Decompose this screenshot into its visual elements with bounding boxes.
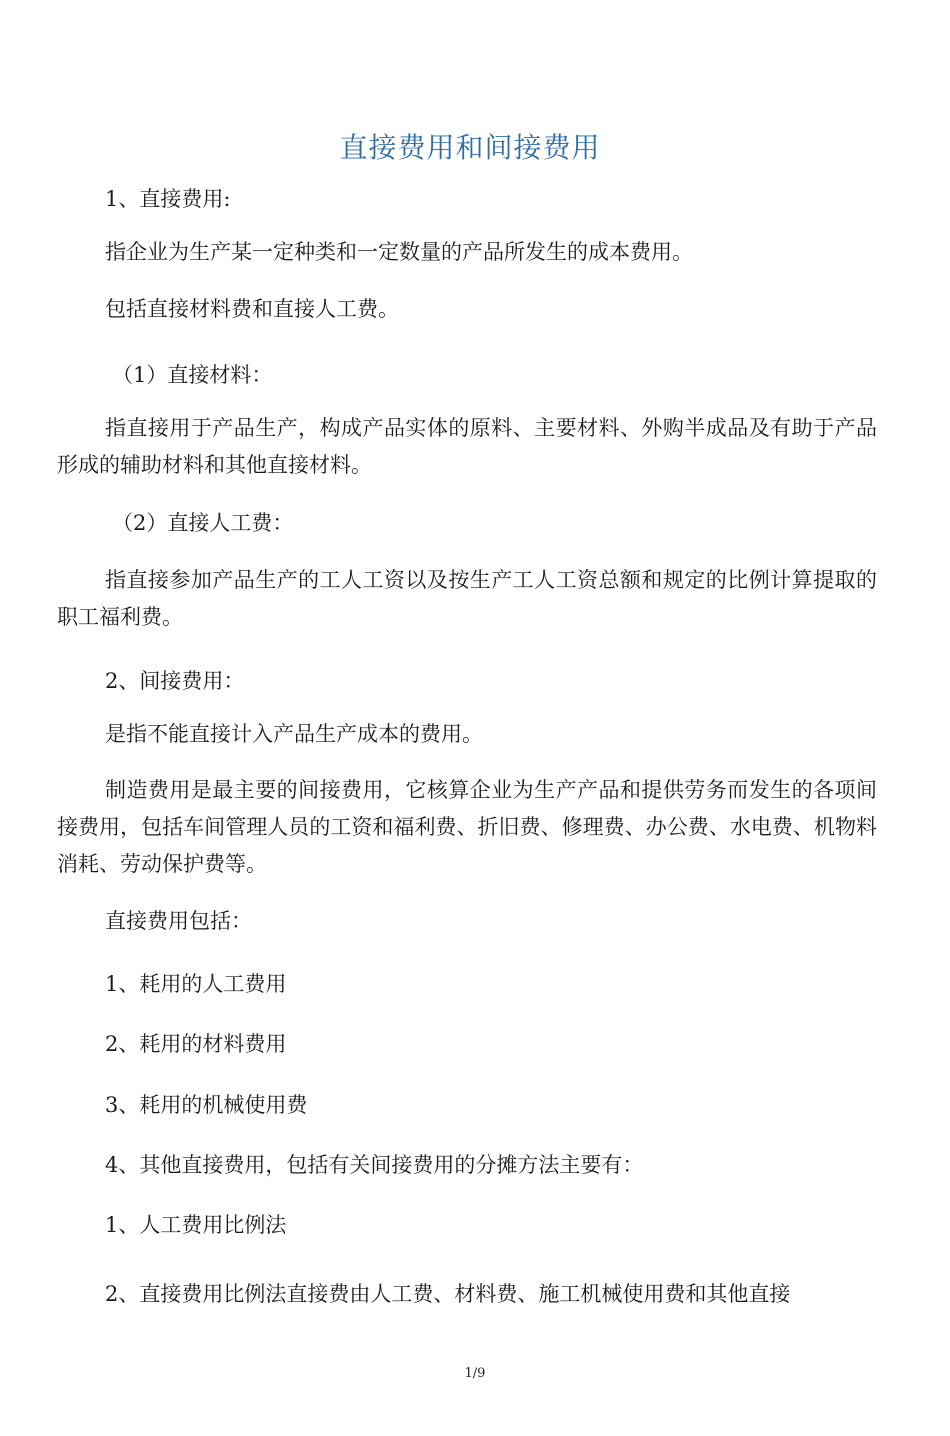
list-item: 3、耗用的机械使用费: [105, 1093, 308, 1117]
paragraph: 直接费用包括：: [105, 909, 252, 933]
list-item: 2、耗用的材料费用: [105, 1032, 287, 1056]
page-title: 直接费用和间接费用: [339, 131, 601, 164]
paragraph: 是指不能直接计入产品生产成本的费用。: [105, 722, 483, 746]
list-item: 1、人工费用比例法: [105, 1213, 287, 1237]
paragraph: 包括直接材料费和直接人工费。: [105, 297, 399, 321]
section-heading-direct-costs: 1、直接费用:: [105, 187, 231, 211]
list-item: 4、其他直接费用，包括有关间接费用的分摊方法主要有：: [105, 1153, 644, 1177]
paragraph: 指直接参加产品生产的工人工资以及按生产工人工资总额和规定的比例计算提取的职工福利费。: [57, 568, 877, 629]
subheading-direct-labor: （2）直接人工费：: [112, 511, 294, 535]
paragraph: 指直接用于产品生产，构成产品实体的原料、主要材料、外购半成品及有助于产品形成的辅助材料和其他直接材料。: [57, 416, 877, 477]
paragraph: 制造费用是最主要的间接费用，它核算企业为生产产品和提供劳务而发生的各项间接费用，包括车间管理人员的工资和福利费、折旧费、修理费、办公费、水电费、机物料消耗、劳动保护费等。: [57, 778, 877, 876]
section-heading-indirect-costs: 2、间接费用：: [105, 669, 245, 693]
page-number: 1/9: [464, 1366, 486, 1381]
list-item: 2、直接费用比例法直接费由人工费、材料费、施工机械使用费和其他直接: [105, 1282, 791, 1306]
subheading-direct-materials: （1）直接材料：: [112, 363, 273, 387]
paragraph: 指企业为生产某一定种类和一定数量的产品所发生的成本费用。: [105, 240, 693, 264]
list-item: 1、耗用的人工费用: [105, 972, 287, 996]
